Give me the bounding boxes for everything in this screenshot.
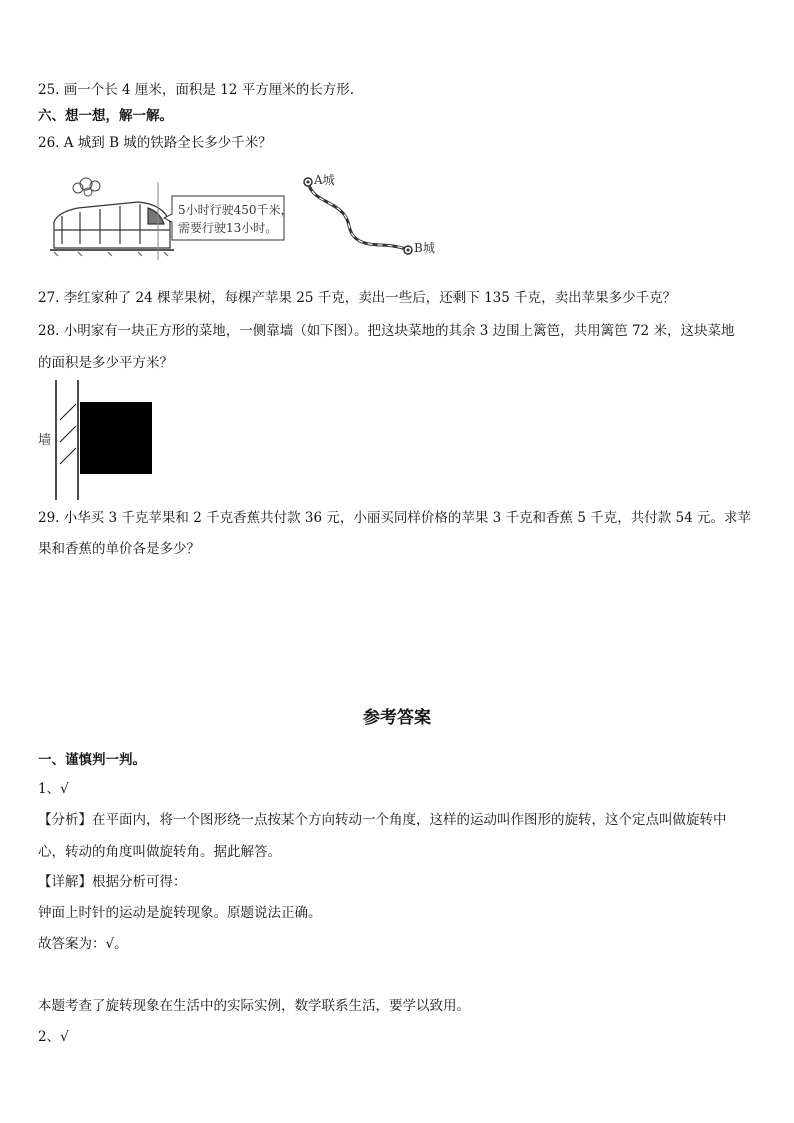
question-28-line-1: 28. 小明家有一块正方形的菜地，一侧靠墙（如下图）。把这块菜地的其余 3 边围上篱笆，共用篱笆 72 米，这块菜地 [38,323,735,339]
answers-section-1: 一、谨慎判一判。 [38,752,146,768]
section-heading-6: 六、想一想，解一解。 [38,108,173,124]
answer-1-detail-text: 钟面上时针的运动是旋转现象。原题说法正确。 [38,905,322,921]
answer-1-result: 故答案为：√。 [38,936,128,952]
railway-route-map [300,170,460,265]
wall-and-plot-figure [34,374,174,504]
answer-1-analysis-line-2: 心，转动的角度叫做旋转角。据此解答。 [38,844,281,860]
train-figure [48,172,338,272]
wall-hatching [60,404,76,464]
question-29-line-2: 果和香蕉的单价各是多少？ [38,541,200,557]
bubble-line-2: 需要行驶13小时。 [178,221,278,235]
wall-label: 墙 [38,433,52,448]
answer-1-label: 1、√ [38,781,69,797]
smoke-icon [73,178,100,196]
city-a-label: A城 [314,173,335,187]
question-28-line-2: 的面积是多少平方米？ [38,355,173,371]
answer-2-label: 2、√ [38,1029,69,1045]
train-icon [50,202,174,256]
answer-1-detail: 【详解】根据分析可得： [38,874,187,890]
bubble-line-1: 5小时行驶450千米， [178,203,293,217]
question-26: 26. A 城到 B 城的铁路全长多少千米？ [38,135,272,151]
answer-1-summary: 本题考查了旋转现象在生活中的实际实例，数学联系生活，要学以致用。 [38,998,470,1014]
question-27: 27. 李红家种了 24 棵苹果树，每棵产苹果 25 千克，卖出一些后，还剩下 135 千克，卖出苹果多少千克？ [38,290,677,306]
answer-1-analysis-line-1: 【分析】在平面内，将一个图形绕一点按某个方向转动一个角度，这样的运动叫作图形的旋转，这个定点叫做旋转中 [38,812,727,828]
square-plot [80,402,152,474]
question-29-line-1: 29. 小华买 3 千克苹果和 2 千克香蕉共付款 36 元，小丽买同样价格的苹果 3 千克和香蕉 5 千克，共付款 54 元。求苹 [38,510,751,526]
railway-line [308,182,408,250]
answers-title: 参考答案 [363,708,431,728]
city-b-label: B城 [414,241,435,255]
question-25: 25. 画一个长 4 厘米，面积是 12 平方厘米的长方形. [38,82,354,98]
